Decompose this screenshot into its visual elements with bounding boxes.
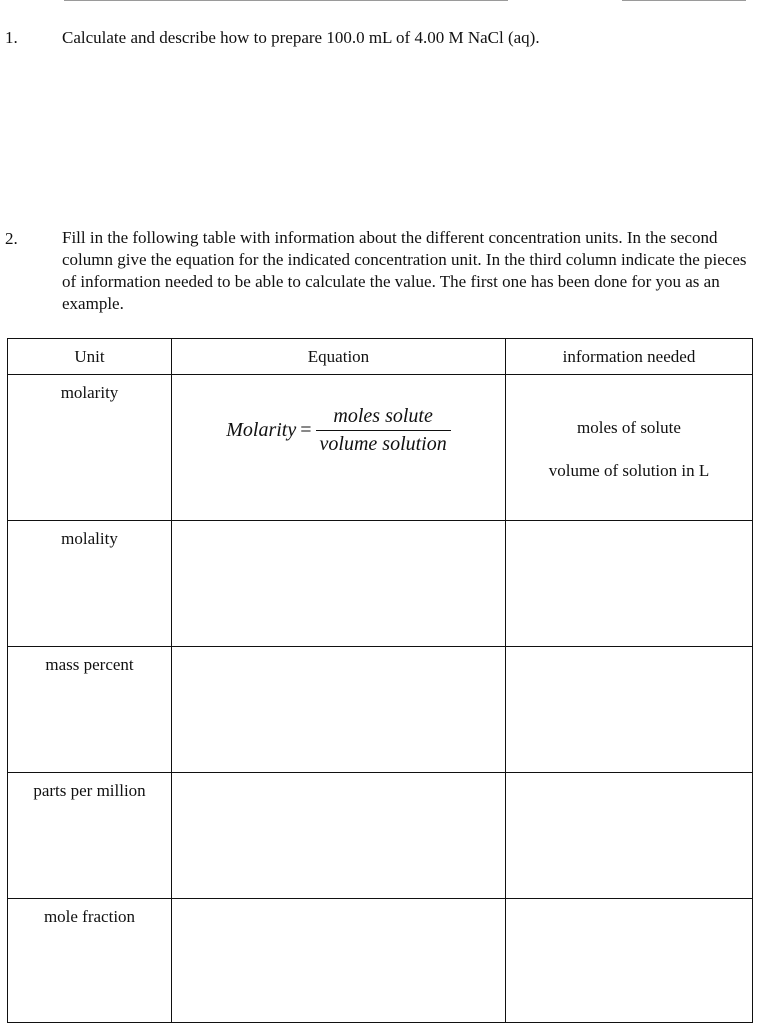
question-2-number: 2. <box>5 229 18 248</box>
equation-numerator: moles solute <box>333 405 433 427</box>
equation-fraction <box>316 405 451 456</box>
equation-cell-mass-percent[interactable] <box>172 647 506 773</box>
header-unit: Unit <box>8 339 172 375</box>
question-1-number: 1. <box>5 28 18 47</box>
unit-cell-molality: molality <box>8 521 172 647</box>
top-rule-right <box>622 0 746 1</box>
header-info-needed: information needed <box>506 339 753 375</box>
table-row-mass-percent <box>8 647 753 773</box>
info-cell-molarity <box>506 375 753 521</box>
table-header-row <box>8 339 753 375</box>
info-volume-of-solution: volume of solution in L <box>548 461 710 480</box>
question-2-text: Fill in the following table with information about the different concentration units. In the second column give the equation for the indicated concentration unit. In the third column indicate the pieces of information needed to be able to calculate the value. The first one has been done for you as an example. <box>62 228 747 313</box>
info-moles-of-solute: moles of solute <box>577 418 681 437</box>
top-rule-left <box>64 0 508 1</box>
table-row-mole-fraction <box>8 899 753 1023</box>
equation-denominator: volume solution <box>319 433 447 455</box>
equation-lhs: Molarity <box>226 419 297 441</box>
equation-cell-molality[interactable] <box>172 521 506 647</box>
table-row-molarity <box>8 375 753 521</box>
equation-cell-molarity <box>172 375 506 521</box>
unit-cell-molarity: molarity <box>8 375 172 521</box>
question-1-text: Calculate and describe how to prepare 100.0 mL of 4.00 M NaCl (aq). <box>62 28 540 47</box>
molarity-equation <box>226 405 451 456</box>
info-cell-parts-per-million[interactable] <box>506 773 753 899</box>
unit-cell-mole-fraction: mole fraction <box>8 899 172 1023</box>
info-cell-mole-fraction[interactable] <box>506 899 753 1023</box>
info-cell-mass-percent[interactable] <box>506 647 753 773</box>
unit-cell-parts-per-million: parts per million <box>8 773 172 899</box>
equation-cell-mole-fraction[interactable] <box>172 899 506 1023</box>
equals-sign: = <box>300 419 312 441</box>
concentration-units-table <box>7 338 753 1023</box>
info-cell-molality[interactable] <box>506 521 753 647</box>
table-row-molality <box>8 521 753 647</box>
table-row-parts-per-million <box>8 773 753 899</box>
unit-cell-mass-percent: mass percent <box>8 647 172 773</box>
header-equation: Equation <box>172 339 506 375</box>
equation-cell-parts-per-million[interactable] <box>172 773 506 899</box>
